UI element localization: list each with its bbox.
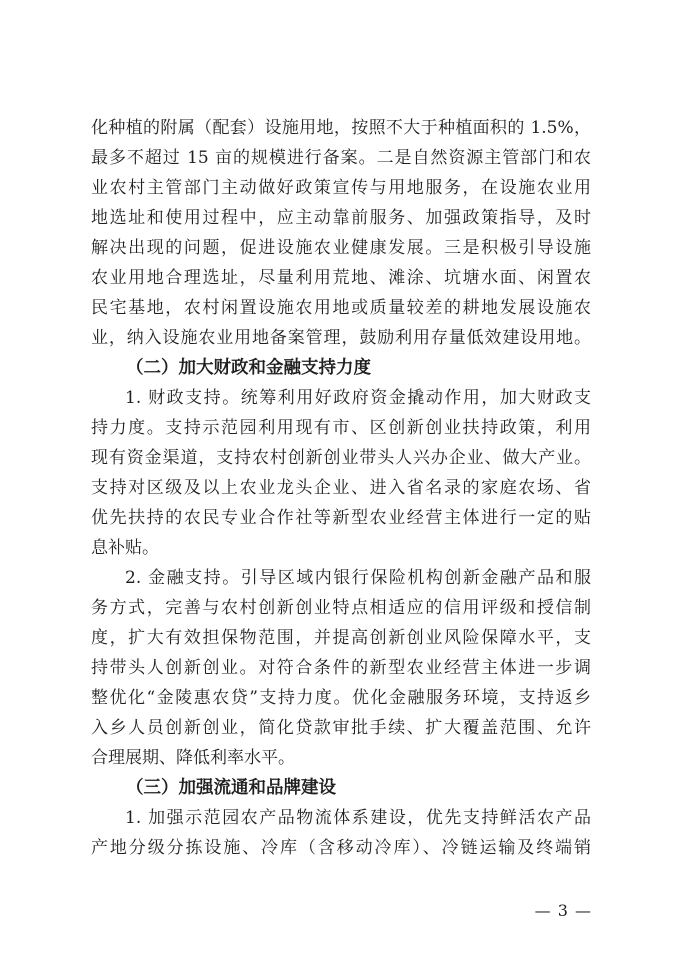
text-line: 1. 加强示范园农产品物流体系建设，优先支持鲜活农产品	[125, 808, 591, 828]
text-line: 产地分级分拣设施、冷库（含移动冷库）、冷链运输及终端销	[91, 838, 591, 858]
text-line: 民宅基地，农村闲置设施农用地或质量较差的耕地发展设施农	[91, 298, 591, 318]
text-line: 持力度。支持示范园利用现有市、区创新创业扶持政策，利用	[91, 418, 591, 438]
text-line: 入乡人员创新创业，简化贷款审批手续、扩大覆盖范围、允许	[91, 718, 591, 738]
text-line: 支持对区级及以上农业龙头企业、进入省名录的家庭农场、省	[91, 478, 591, 498]
text-line: 1. 财政支持。统筹利用好政府资金撬动作用，加大财政支	[125, 388, 591, 408]
text-line: 优先扶持的农民专业合作社等新型农业经营主体进行一定的贴	[91, 508, 591, 528]
section-heading: （三）加强流通和品牌建设	[126, 778, 336, 798]
text-line: 息补贴。	[91, 538, 159, 558]
text-line: 2. 金融支持。引导区域内银行保险机构创新金融产品和服	[125, 568, 591, 588]
text-line: 农业用地合理选址，尽量利用荒地、滩涂、坑塘水面、闲置农	[91, 268, 591, 288]
text-line: 解决出现的问题，促进设施农业健康发展。三是积极引导设施	[91, 238, 591, 258]
text-line: 整优化“金陵惠农贷”支持力度。优化金融服务环境，支持返乡	[91, 688, 591, 708]
text-line: 化种植的附属（配套）设施用地，按照不大于种植面积的 1.5%，	[91, 118, 591, 138]
text-line: 度，扩大有效担保物范围，并提高创新创业风险保障水平，支	[91, 628, 591, 648]
text-line: 最多不超过 15 亩的规模进行备案。二是自然资源主管部门和农	[91, 148, 591, 168]
text-line: 合理展期、降低利率水平。	[91, 748, 295, 768]
text-line: 业农村主管部门主动做好政策宣传与用地服务，在设施农业用	[91, 178, 591, 198]
section-heading: （二）加大财政和金融支持力度	[126, 358, 371, 378]
text-line: 现有资金渠道，支持农村创新创业带头人兴办企业、做大产业。	[91, 448, 591, 468]
text-line: 地选址和使用过程中，应主动靠前服务、加强政策指导，及时	[91, 208, 591, 228]
text-line: 务方式，完善与农村创新创业特点相适应的信用评级和授信制	[91, 598, 591, 618]
document-body	[91, 113, 591, 863]
page-number: — 3 —	[534, 901, 592, 920]
text-line: 业，纳入设施农业用地备案管理，鼓励利用存量低效建设用地。	[91, 328, 591, 348]
text-line: 持带头人创新创业。对符合条件的新型农业经营主体进一步调	[91, 658, 591, 678]
